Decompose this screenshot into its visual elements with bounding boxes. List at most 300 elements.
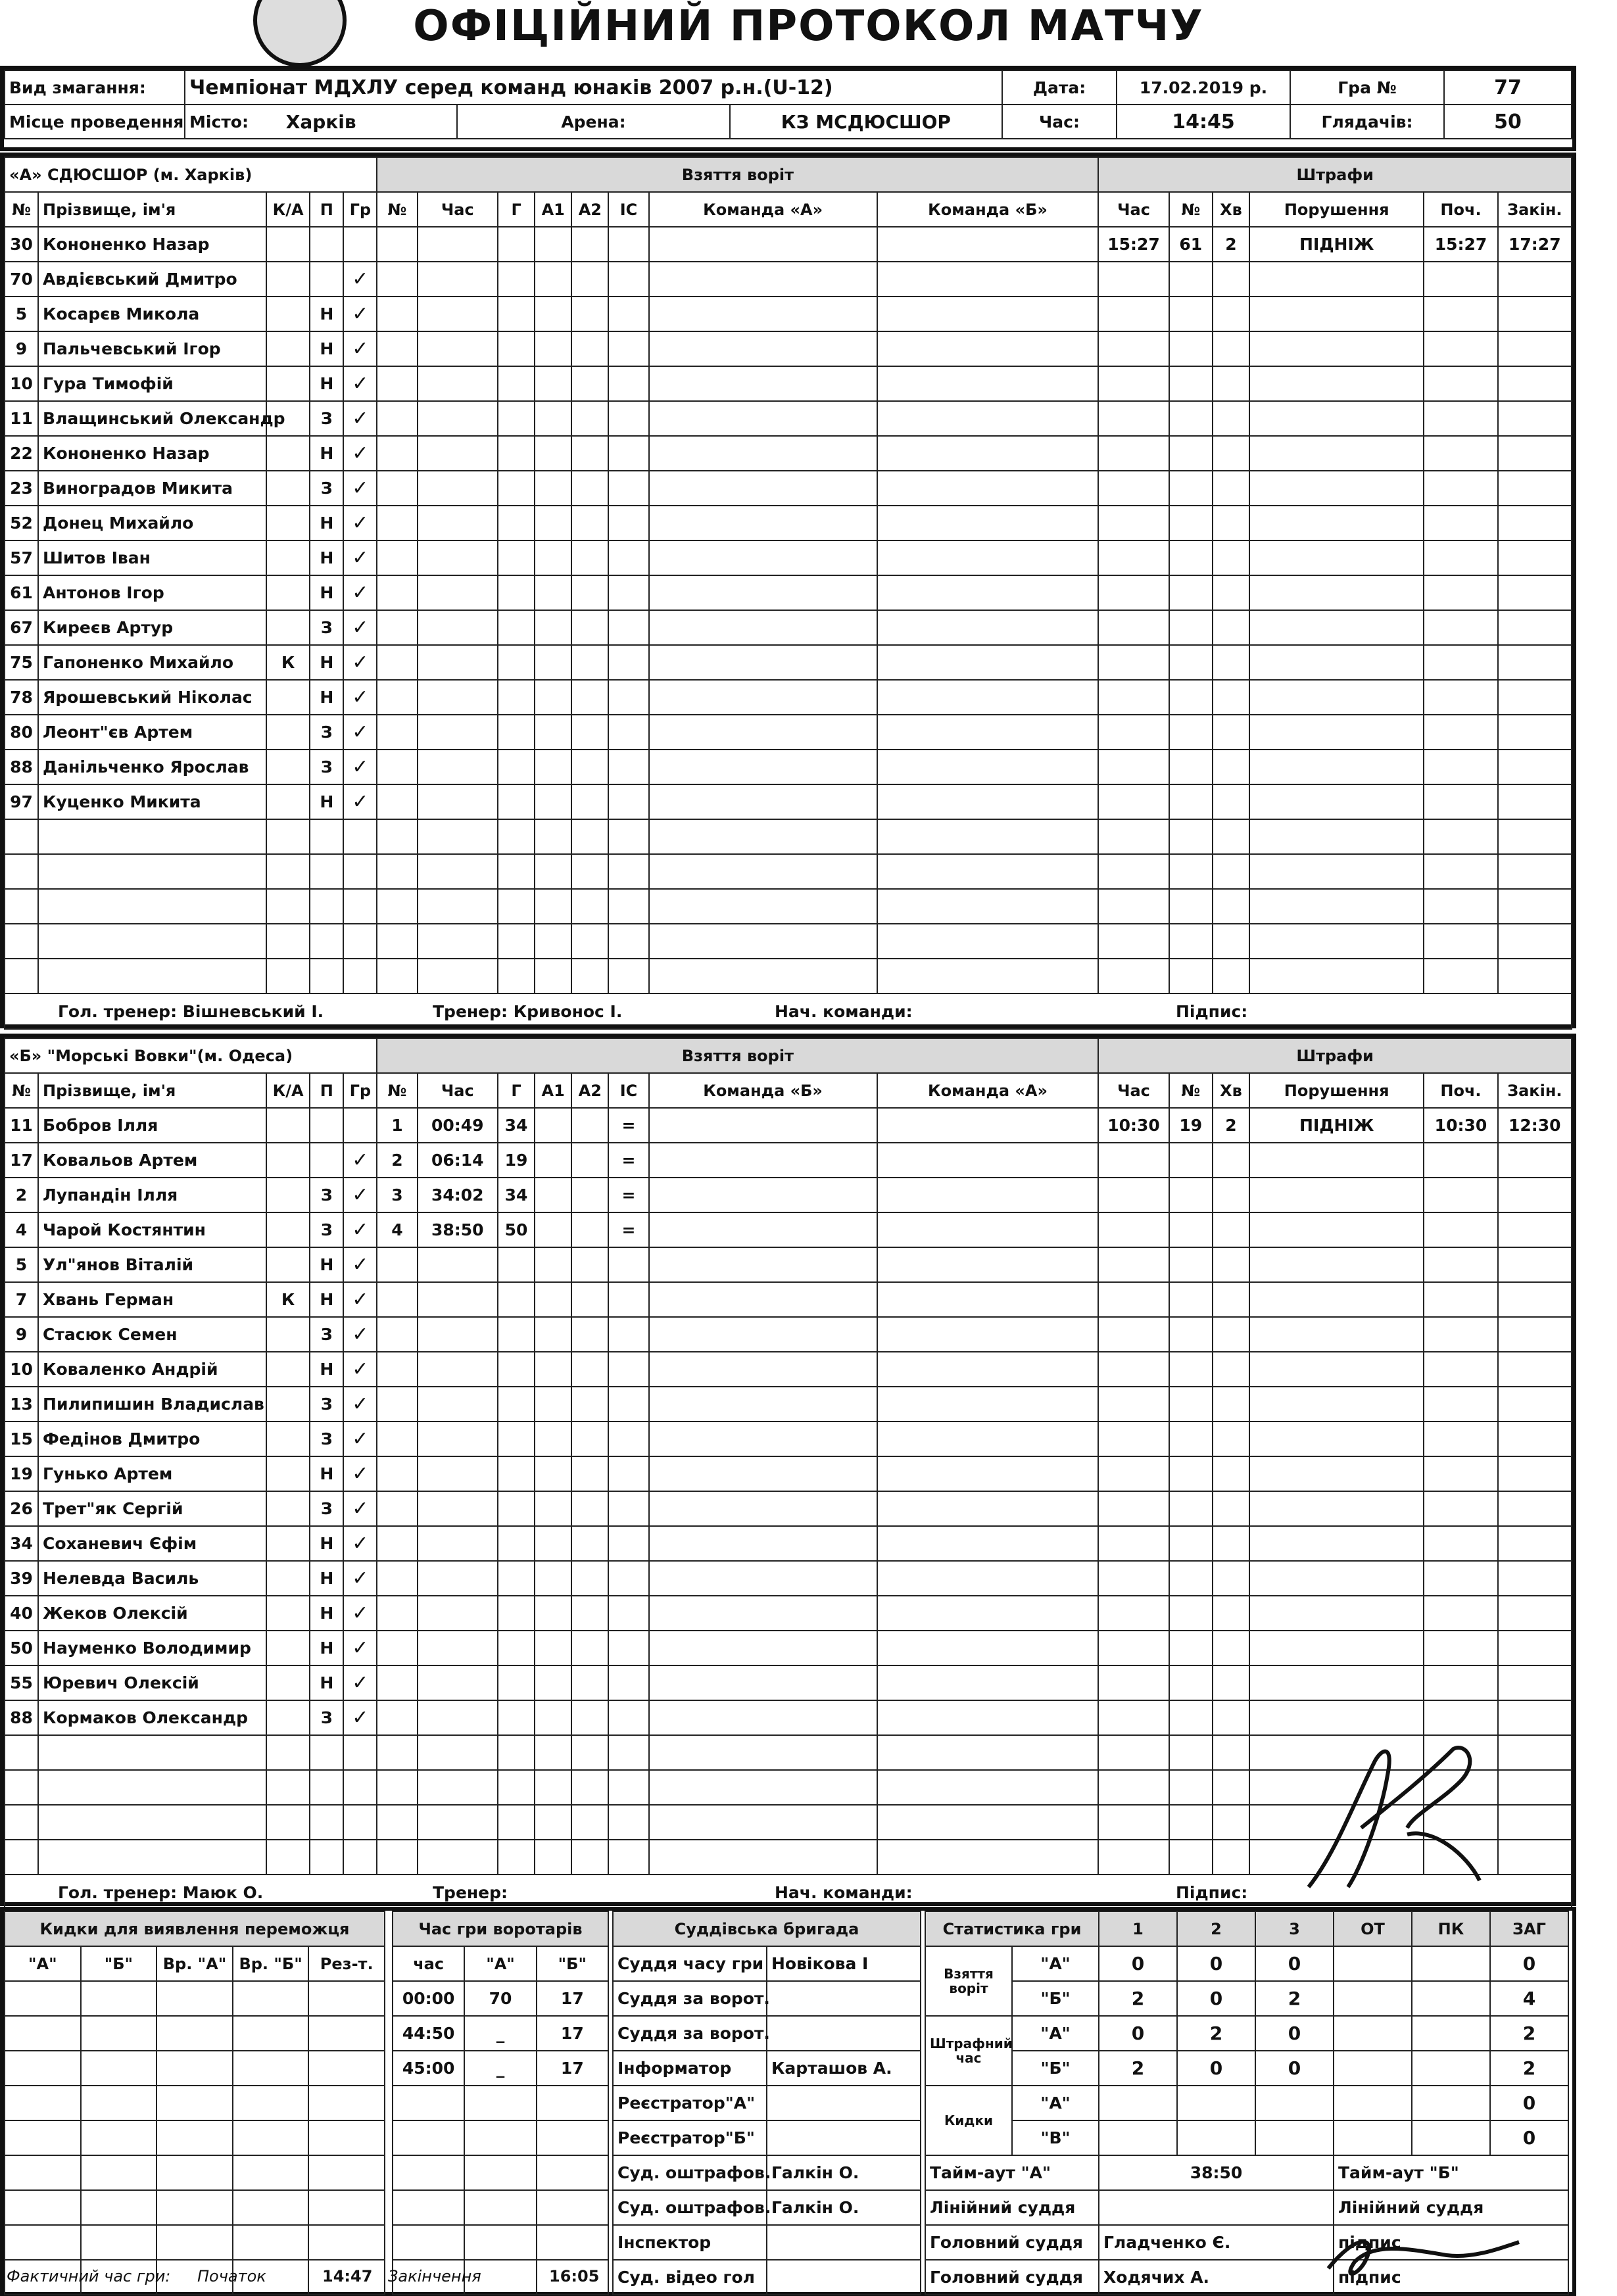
- referee-role: Суддя за ворот.: [613, 1981, 767, 2016]
- team_b-col-header: П: [310, 1073, 343, 1108]
- team_a-trainer: Тренер: Кривонос І.: [433, 1002, 623, 1021]
- penalty-player: [1169, 262, 1213, 297]
- goal-situation: [608, 784, 648, 819]
- goal-time: [418, 1735, 498, 1770]
- goal-scorer: [498, 819, 535, 854]
- goal-assist2: [571, 297, 608, 331]
- referee-name: [767, 2120, 921, 2155]
- penalty-start: [1424, 819, 1497, 854]
- team_b-row: [5, 1212, 1572, 1247]
- goal-no: [377, 227, 417, 262]
- stats-value: 0: [1099, 2016, 1177, 2051]
- goal-assist1: [535, 1631, 571, 1665]
- player-played: ✓: [343, 1282, 377, 1317]
- player-name: [38, 924, 266, 959]
- goal-scorer: [498, 1456, 535, 1491]
- goal-situation: [608, 1422, 648, 1456]
- penalty-minutes: [1213, 1212, 1249, 1247]
- goal-time: [418, 1247, 498, 1282]
- penalty-end: [1498, 575, 1572, 610]
- goal-assist1: [535, 1770, 571, 1805]
- goal-assist2: [571, 1631, 608, 1665]
- shootout-cell: [233, 1981, 309, 2016]
- team_a-row: [5, 680, 1572, 715]
- player-no: 39: [5, 1561, 38, 1596]
- goal-scorer: [498, 750, 535, 784]
- player-position: З: [310, 1317, 343, 1352]
- goal-assist1: [535, 1317, 571, 1352]
- player-position: Н: [310, 1456, 343, 1491]
- referee-row: [613, 1946, 921, 1981]
- goal-no: [377, 1561, 417, 1596]
- goal-team1: [649, 227, 877, 262]
- goal-team1: [649, 1108, 877, 1143]
- player-ka: [266, 506, 310, 540]
- penalty-player: [1169, 297, 1213, 331]
- goal-assist1: [535, 331, 571, 366]
- team_a-row: [5, 262, 1572, 297]
- goal-team2: [877, 506, 1099, 540]
- stats-goals-b: [925, 1981, 1568, 2016]
- penalty-time: [1098, 1700, 1169, 1735]
- player-played: ✓: [343, 1422, 377, 1456]
- goal-assist1: [535, 1352, 571, 1387]
- player-no: 55: [5, 1665, 38, 1700]
- team_b-trainer: Тренер:: [433, 1883, 508, 1902]
- player-no: 70: [5, 262, 38, 297]
- goal-situation: [608, 1665, 648, 1700]
- player-played: ✓: [343, 645, 377, 680]
- penalty-time: [1098, 1665, 1169, 1700]
- goal-situation: [608, 1770, 648, 1805]
- player-position: [310, 819, 343, 854]
- penalty-time: [1098, 854, 1169, 889]
- goal-situation: [608, 1700, 648, 1735]
- player-name: [38, 1735, 266, 1770]
- actual-time-label: Фактичний час гри:: [7, 2267, 171, 2285]
- goal-team1: [649, 1840, 877, 1875]
- player-name: Авдієвський Дмитро: [38, 262, 266, 297]
- penalty-violation: [1249, 262, 1424, 297]
- goal-time: [418, 262, 498, 297]
- penalty-start: [1424, 540, 1497, 575]
- player-position: [310, 227, 343, 262]
- goal-no: [377, 1665, 417, 1700]
- referee-role: Реєстратор"А": [613, 2086, 767, 2120]
- goal-team2: [877, 1108, 1099, 1143]
- player-ka: [266, 610, 310, 645]
- goal-no: [377, 1596, 417, 1631]
- penalty-end: [1498, 540, 1572, 575]
- penalty-time: [1098, 297, 1169, 331]
- arena: КЗ МСДЮСШОР: [730, 105, 1002, 139]
- goal-situation: [608, 819, 648, 854]
- goal-team2: [877, 889, 1099, 924]
- goal-situation: [608, 1387, 648, 1422]
- penalty-minutes: [1213, 1456, 1249, 1491]
- goal-situation: [608, 1352, 648, 1387]
- player-ka: [266, 680, 310, 715]
- team_a-row: [5, 750, 1572, 784]
- goal-assist1: [535, 1212, 571, 1247]
- player-played: ✓: [343, 715, 377, 750]
- penalty-start: [1424, 1526, 1497, 1561]
- penalty-violation: [1249, 645, 1424, 680]
- goal-team1: [649, 1491, 877, 1526]
- goal-team1: [649, 959, 877, 993]
- team_a-goals-title: Взяття воріт: [377, 157, 1098, 192]
- goal-no: [377, 819, 417, 854]
- player-position: Н: [310, 575, 343, 610]
- player-ka: [266, 1665, 310, 1700]
- penalty-minutes: [1213, 575, 1249, 610]
- goal-assist2: [571, 1108, 608, 1143]
- goalie-time-cell: 17: [537, 2016, 608, 2051]
- shootout-row: [5, 1981, 385, 2016]
- goal-team2: [877, 1247, 1099, 1282]
- stats-shots-a: [925, 2086, 1568, 2120]
- goal-assist2: [571, 1770, 608, 1805]
- team_a-coach: Гол. тренер: Вішневський І.: [58, 1002, 324, 1021]
- penalty-violation: [1249, 680, 1424, 715]
- penalty-violation: [1249, 1491, 1424, 1526]
- shootout-col: Вр. "Б": [233, 1946, 309, 1981]
- player-position: [310, 1143, 343, 1178]
- penalty-end: [1498, 1352, 1572, 1387]
- penalty-violation: [1249, 854, 1424, 889]
- player-position: Н: [310, 540, 343, 575]
- penalty-end: [1498, 401, 1572, 436]
- penalty-violation: [1249, 1212, 1424, 1247]
- penalty-time: [1098, 575, 1169, 610]
- goal-team2: [877, 1178, 1099, 1212]
- team_b-col-header: ІС: [608, 1073, 648, 1108]
- player-position: [310, 1770, 343, 1805]
- penalty-end: [1498, 262, 1572, 297]
- team_b-col-header: Гр: [343, 1073, 377, 1108]
- penalty-minutes: [1213, 750, 1249, 784]
- goal-team2: [877, 1770, 1099, 1805]
- goal-assist2: [571, 366, 608, 401]
- player-no: 13: [5, 1387, 38, 1422]
- goalie-time-cell: [464, 2190, 536, 2225]
- shootout-cell: [157, 1981, 233, 2016]
- penalty-minutes: [1213, 680, 1249, 715]
- goal-team1: [649, 506, 877, 540]
- penalty-start: [1424, 1387, 1497, 1422]
- penalty-time: [1098, 506, 1169, 540]
- player-played: ✓: [343, 575, 377, 610]
- goal-team1: [649, 297, 877, 331]
- player-ka: [266, 331, 310, 366]
- team_b-row: [5, 1387, 1572, 1422]
- penalty-player: [1169, 1596, 1213, 1631]
- goal-situation: [608, 1317, 648, 1352]
- penalty-start: 10:30: [1424, 1108, 1497, 1143]
- penalty-player: [1169, 1247, 1213, 1282]
- penalty-violation: [1249, 924, 1424, 959]
- player-played: [343, 227, 377, 262]
- player-position: [310, 854, 343, 889]
- player-ka: [266, 1840, 310, 1875]
- player-no: [5, 1805, 38, 1840]
- goal-time: [418, 1282, 498, 1317]
- player-ka: К: [266, 645, 310, 680]
- goal-team1: [649, 1700, 877, 1735]
- goal-time: [418, 1770, 498, 1805]
- player-ka: [266, 1735, 310, 1770]
- goal-no: [377, 889, 417, 924]
- goal-assist1: [535, 540, 571, 575]
- penalty-time: [1098, 645, 1169, 680]
- penalty-player: [1169, 1422, 1213, 1456]
- penalty-end: [1498, 1212, 1572, 1247]
- stats-value: 0: [1255, 2051, 1334, 2086]
- goal-scorer: 19: [498, 1143, 535, 1178]
- penalty-violation: ПІДНІЖ: [1249, 1108, 1424, 1143]
- player-position: Н: [310, 1247, 343, 1282]
- penalty-player: [1169, 1491, 1213, 1526]
- city: Харків: [185, 105, 457, 139]
- goal-scorer: [498, 645, 535, 680]
- stats-value: [1255, 2120, 1334, 2155]
- player-played: ✓: [343, 1317, 377, 1352]
- player-name: Пальчевський Ігор: [38, 331, 266, 366]
- penalty-end: [1498, 959, 1572, 993]
- stats-value: [1334, 2051, 1412, 2086]
- player-played: ✓: [343, 1247, 377, 1282]
- goal-team1: [649, 715, 877, 750]
- goal-no: [377, 540, 417, 575]
- goal-no: [377, 680, 417, 715]
- shootout-cell: [5, 2225, 81, 2260]
- goal-assist2: [571, 1526, 608, 1561]
- goal-team1: [649, 1735, 877, 1770]
- team_a-row: [5, 471, 1572, 506]
- penalty-violation: [1249, 1631, 1424, 1665]
- goal-no: [377, 1387, 417, 1422]
- stats-value: 2: [1490, 2051, 1568, 2086]
- shootout-cell: [81, 2086, 157, 2120]
- goal-situation: =: [608, 1143, 648, 1178]
- penalty-time: [1098, 366, 1169, 401]
- player-name: [38, 959, 266, 993]
- shootout-cell: [157, 2051, 233, 2086]
- player-name: Жеков Олексій: [38, 1596, 266, 1631]
- goal-team2: [877, 436, 1099, 471]
- goal-assist1: [535, 1840, 571, 1875]
- goal-assist1: [535, 1282, 571, 1317]
- stats-value: [1412, 1981, 1490, 2016]
- goal-no: [377, 366, 417, 401]
- player-position: З: [310, 1178, 343, 1212]
- team_b-col-header: Час: [418, 1073, 498, 1108]
- goal-team1: [649, 610, 877, 645]
- shootout-cell: [5, 2086, 81, 2120]
- penalty-player: [1169, 959, 1213, 993]
- goalie-time-row: [393, 2155, 608, 2190]
- player-no: 19: [5, 1456, 38, 1491]
- shootout-cell: [5, 2155, 81, 2190]
- penalty-end: [1498, 715, 1572, 750]
- penalty-time: [1098, 1770, 1169, 1805]
- goal-assist2: [571, 819, 608, 854]
- goal-team2: [877, 1526, 1099, 1561]
- penalty-player: [1169, 1561, 1213, 1596]
- player-no: 80: [5, 715, 38, 750]
- player-position: Н: [310, 645, 343, 680]
- penalty-minutes: [1213, 1282, 1249, 1317]
- goal-no: [377, 1456, 417, 1491]
- shootout-row: [5, 2086, 385, 2120]
- goal-no: [377, 297, 417, 331]
- goal-team1: [649, 1178, 877, 1212]
- goal-assist1: [535, 959, 571, 993]
- penalty-time: [1098, 436, 1169, 471]
- stats-pen-a: [925, 2016, 1568, 2051]
- team_b-row: [5, 1526, 1572, 1561]
- team_a-row: [5, 819, 1572, 854]
- goal-assist1: [535, 1143, 571, 1178]
- penalty-player: [1169, 1526, 1213, 1561]
- player-name: Трет"як Сергій: [38, 1491, 266, 1526]
- player-name: Гура Тимофій: [38, 366, 266, 401]
- goal-team1: [649, 854, 877, 889]
- player-ka: [266, 575, 310, 610]
- penalty-start: [1424, 750, 1497, 784]
- stats-value: 0: [1099, 1946, 1177, 1981]
- shootout-row: [5, 2190, 385, 2225]
- stats-col-pk: ПК: [1412, 1911, 1490, 1946]
- player-position: Н: [310, 784, 343, 819]
- goalie-time-cell: [537, 2190, 608, 2225]
- player-name: Косарєв Микола: [38, 297, 266, 331]
- stats-value: [1412, 2051, 1490, 2086]
- penalty-start: [1424, 1282, 1497, 1317]
- player-name: Кормаков Олександр: [38, 1700, 266, 1735]
- shootout-cell: [308, 2051, 385, 2086]
- goal-team2: [877, 1735, 1099, 1770]
- player-name: Ковальов Артем: [38, 1143, 266, 1178]
- goal-no: [377, 1770, 417, 1805]
- player-played: ✓: [343, 1456, 377, 1491]
- goal-team2: [877, 1317, 1099, 1352]
- penalty-end: [1498, 1422, 1572, 1456]
- goal-no: [377, 471, 417, 506]
- goal-team1: [649, 1526, 877, 1561]
- penalty-player: [1169, 1282, 1213, 1317]
- stats-side: "А": [1012, 2086, 1099, 2120]
- goal-no: [377, 959, 417, 993]
- team_a-col-header: Г: [498, 192, 535, 227]
- goal-time: [418, 1700, 498, 1735]
- goal-situation: [608, 471, 648, 506]
- goal-time: [418, 680, 498, 715]
- penalty-violation: [1249, 715, 1424, 750]
- player-played: [343, 924, 377, 959]
- shootout-cell: [81, 1981, 157, 2016]
- goalie-time-col: "А": [464, 1946, 536, 1981]
- penalty-end: [1498, 1247, 1572, 1282]
- penalty-minutes: [1213, 1805, 1249, 1840]
- penalty-start: [1424, 610, 1497, 645]
- penalty-player: [1169, 1317, 1213, 1352]
- stats-value: 0: [1490, 2120, 1568, 2155]
- team_a-col-header: №: [1169, 192, 1213, 227]
- goal-assist2: [571, 645, 608, 680]
- referee-row: [613, 2225, 921, 2260]
- penalty-minutes: [1213, 331, 1249, 366]
- goal-situation: [608, 366, 648, 401]
- penalty-start: [1424, 575, 1497, 610]
- player-ka: [266, 819, 310, 854]
- penalty-time: [1098, 1422, 1169, 1456]
- penalty-violation: [1249, 959, 1424, 993]
- team_b-row: [5, 1178, 1572, 1212]
- goal-assist2: [571, 750, 608, 784]
- team_a-row: [5, 227, 1572, 262]
- stats-value: [1334, 2120, 1412, 2155]
- penalty-start: [1424, 680, 1497, 715]
- goal-team2: [877, 1387, 1099, 1422]
- player-ka: [266, 1561, 310, 1596]
- goal-no: [377, 610, 417, 645]
- stats-value: [1099, 2120, 1177, 2155]
- player-name: [38, 1770, 266, 1805]
- penalty-end: [1498, 645, 1572, 680]
- player-played: ✓: [343, 262, 377, 297]
- penalty-time: [1098, 1735, 1169, 1770]
- shootout-cell: [157, 2086, 233, 2120]
- penalty-minutes: [1213, 1735, 1249, 1770]
- goal-assist2: [571, 889, 608, 924]
- stats-value: [1412, 1946, 1490, 1981]
- player-ka: [266, 854, 310, 889]
- team_b-name: «Б» "Морські Вовки"(м. Одеса): [5, 1038, 377, 1073]
- goal-scorer: [498, 1317, 535, 1352]
- penalty-end: 12:30: [1498, 1108, 1572, 1143]
- player-played: ✓: [343, 436, 377, 471]
- penalty-minutes: [1213, 610, 1249, 645]
- goal-no: [377, 401, 417, 436]
- penalty-start: [1424, 331, 1497, 366]
- stats-col-ot: ОТ: [1334, 1911, 1412, 1946]
- goal-assist2: [571, 262, 608, 297]
- shootout-col: "Б": [81, 1946, 157, 1981]
- team_b-col-header: А1: [535, 1073, 571, 1108]
- goal-team1: [649, 331, 877, 366]
- penalty-end: [1498, 1282, 1572, 1317]
- goal-assist1: [535, 471, 571, 506]
- player-ka: [266, 366, 310, 401]
- goal-team1: [649, 1317, 877, 1352]
- goalie-time-cell: _: [464, 2051, 536, 2086]
- shootout-cell: [81, 2016, 157, 2051]
- penalty-start: [1424, 366, 1497, 401]
- goal-assist2: [571, 1840, 608, 1875]
- penalty-time: [1098, 1596, 1169, 1631]
- goal-situation: [608, 1840, 648, 1875]
- shootout-cell: [308, 2225, 385, 2260]
- player-played: ✓: [343, 1700, 377, 1735]
- penalty-player: [1169, 1840, 1213, 1875]
- penalty-player: [1169, 366, 1213, 401]
- goal-assist1: [535, 680, 571, 715]
- player-no: 2: [5, 1178, 38, 1212]
- goal-time: [418, 715, 498, 750]
- player-ka: [266, 262, 310, 297]
- penalty-violation: [1249, 366, 1424, 401]
